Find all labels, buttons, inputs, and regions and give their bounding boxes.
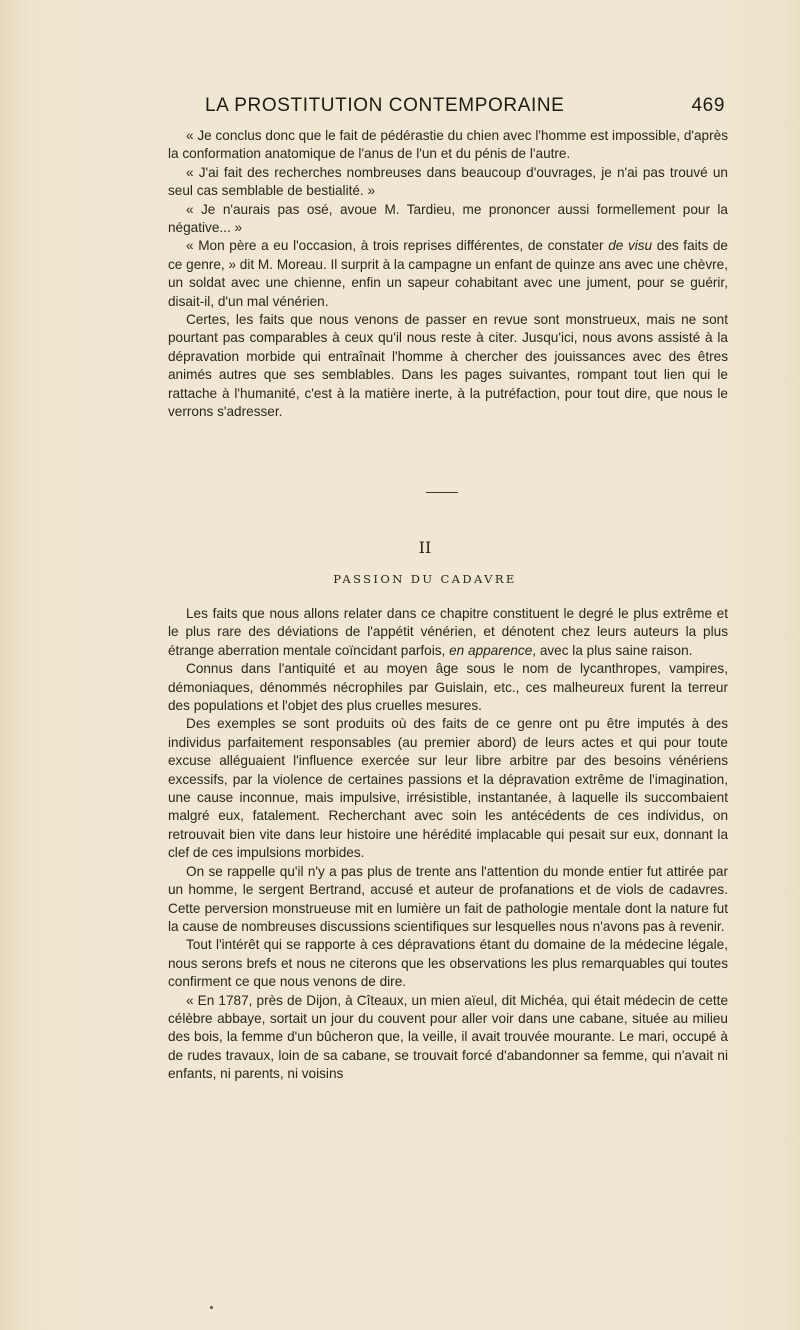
- section-number: II: [418, 538, 432, 557]
- paragraph: Certes, les faits que nous venons de passer en revue sont monstrueux, mais ne sont pourtant pas comparables à ceux qu'il nous reste à citer. Jusqu'ici, nous avons assisté à la dépravation morbide qui entraînait l'homme à chercher des jouissances avec des êtres animés autres que ses semblables. Dans les pages suivantes, rompant tout lien qui le rattache à l'humanité, c'est à la matière inerte, à la putréfaction, pour tout dire, que nous le verrons s'adresser.: [168, 312, 728, 420]
- paragraph-intro: [168, 605, 728, 660]
- page-number: 469: [691, 95, 725, 116]
- paragraph: On se rappelle qu'il n'y a pas plus de trente ans l'attention du monde entier fut attirée par un homme, le sergent Bertrand, accusé et auteur de profanations et de viols de cadavres. Cette perversion monstrueuse mit en lumière un fait de pathologie mentale dont la nature fut la cause de nombreuses discussions scientifiques sur lesquelles nous n'avons pas à revenir.: [168, 863, 728, 934]
- italic-text: de visu: [608, 238, 653, 254]
- text-run: Les faits que nous allons relater dans ce chapitre constituent le degré le plus extrême et le plus rare des déviations de l'appétit vénérien, et dénotent chez leurs auteurs la plus étrange aberration mentale coïncidant parfois,: [168, 606, 728, 658]
- paragraph: Connus dans l'antiquité et au moyen âge sous le nom de lycanthropes, vampires, démoniaques, dénommés nécrophiles par Guislain, etc., ces malheureux furent la terreur des populations et l'objet des plus cruelles mesures.: [168, 661, 728, 714]
- text-run: « Mon père a eu l'occasion, à trois reprises différentes, de constater: [186, 238, 609, 254]
- text-run: , avec la plus saine raison.: [532, 642, 693, 658]
- paragraph: « Je conclus donc que le fait de pédérastie du chien avec l'homme est impossible, d'après la conformation anatomique de l'anus de l'un et du pénis de l'autre.: [168, 128, 728, 162]
- top-text-block: [168, 127, 728, 422]
- paragraph: Des exemples se sont produits où des faits de ce genre ont pu être imputés à des individus parfaitement responsables (au premier abord) de leurs actes et qui pour toute excuse alléguaient l'influence exercée sur leur libre arbitre par des besoins vénériens excessifs, par la violence de certaines passions et la dépravation extrême de l'imagination, une cause inconnue, mais impulsive, irrésistible, instantanée, à laquelle ils succombaient malgré eux, fatalement. Recherchant avec soin les antécédents de ces individus, on retrouvait bien vite dans leur histoire une hérédité implacable qui pesait sur eux, donnant la clef de ces impulsions morbides.: [168, 716, 728, 861]
- paragraph: « J'ai fait des recherches nombreuses dans beaucoup d'ouvrages, je n'ai pas trouvé un seul cas semblable de bestialité. »: [168, 164, 728, 199]
- section-divider: [426, 492, 458, 493]
- paragraph: Tout l'intérêt qui se rapporte à ces dépravations étant du domaine de la médecine légale, nous serons brefs et nous ne citerons que les observations les plus remarquables qui toutes confirment ce que nous venons de dire.: [168, 937, 728, 990]
- paragraph-moreau: [168, 237, 728, 311]
- running-header: [165, 95, 725, 125]
- running-title: LA PROSTITUTION CONTEMPORAINE: [205, 95, 565, 116]
- ink-speck: [210, 1306, 213, 1309]
- paragraph: « Je n'aurais pas osé, avoue M. Tardieu, me prononcer aussi formellement pour la négative... »: [168, 201, 728, 236]
- main-text-block: [168, 605, 728, 1084]
- section-title: PASSION DU CADAVRE: [333, 572, 517, 586]
- text-run: des faits de ce genre, » dit M. Moreau. Il surprit à la campagne un enfant de quinze ans avec une chèvre, un soldat avec une chienne, enfin un sapeur cohabitant avec une jument, pour se guérir, disait-il, d'un mal vénérien.: [168, 238, 728, 309]
- italic-text: en apparence: [449, 642, 533, 658]
- paragraph: « En 1787, près de Dijon, à Cîteaux, un mien aïeul, dit Michéa, qui était médecin de cette célèbre abbaye, sortait un jour du couvent pour aller voir dans une cabane, située au milieu des bois, la femme d'un bûcheron que, la veille, il avait trouvée mourante. Le mari, occupé à de rudes travaux, loin de sa cabane, se trouvait forcé d'abandonner sa femme, qui n'avait ni enfants, ni parents, ni voisins: [168, 992, 728, 1082]
